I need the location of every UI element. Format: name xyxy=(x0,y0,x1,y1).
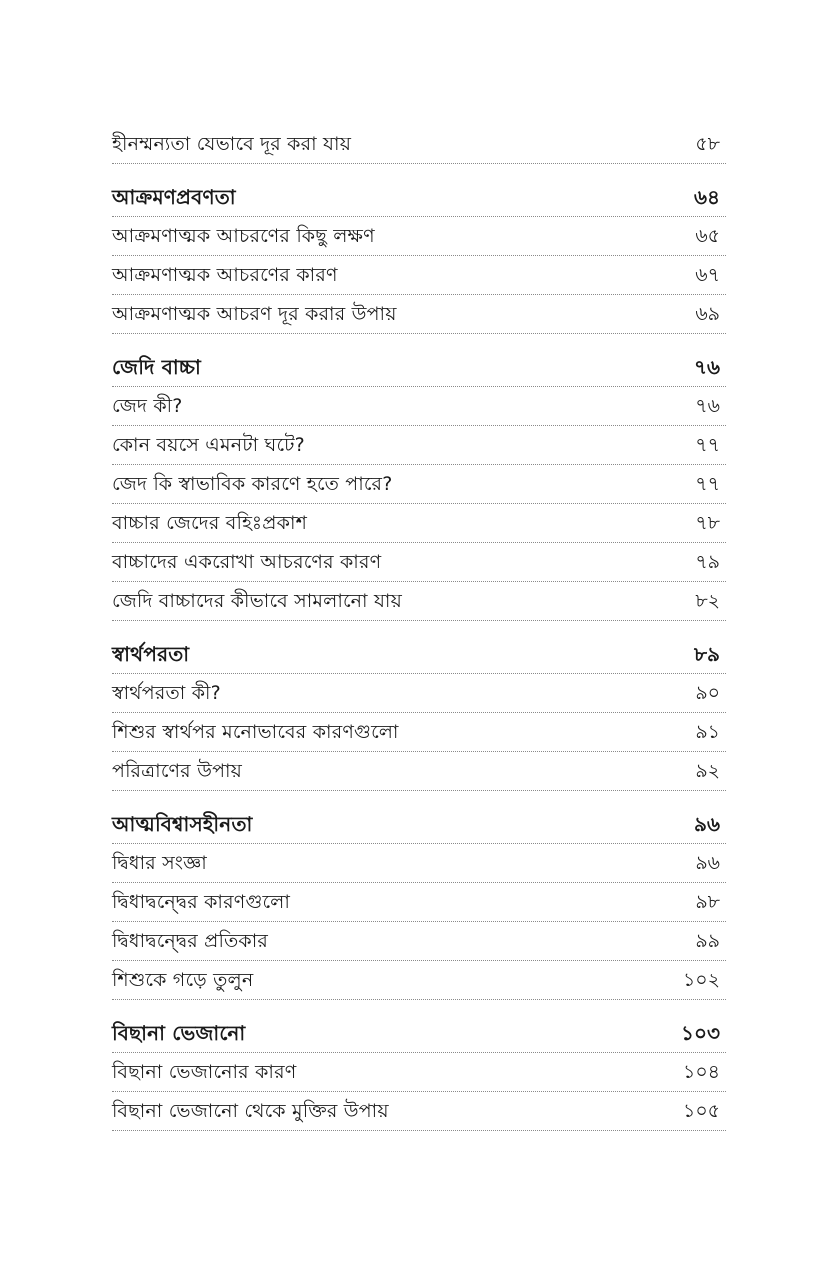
toc-entry[interactable] xyxy=(112,544,726,582)
toc-entry[interactable] xyxy=(112,388,726,426)
toc-entry-page: ৬৫ xyxy=(695,225,720,247)
toc-entry-title: দ্বিধাদ্বন্দ্বের কারণগুলো xyxy=(112,891,291,913)
toc-entry[interactable] xyxy=(112,126,726,164)
toc-entry-page: ৯২ xyxy=(695,760,720,782)
toc-entry-title: শিশুর স্বার্থপর মনোভাবের কারণগুলো xyxy=(112,721,399,743)
chapter-page: ৭৬ xyxy=(693,355,720,379)
toc-entry-title: জেদি বাচ্চাদের কীভাবে সামলানো যায় xyxy=(112,590,403,612)
toc-entry-page: ১০৫ xyxy=(682,1100,720,1122)
toc-entry[interactable] xyxy=(112,923,726,961)
toc-entry-page: ১০৪ xyxy=(682,1061,720,1083)
toc-entry-title: বাচ্চাদের একরোখা আচরণের কারণ xyxy=(112,551,382,573)
toc-entry[interactable] xyxy=(112,257,726,295)
toc-entry-title: দ্বিধাদ্বন্দ্বের প্রতিকার xyxy=(112,930,269,952)
toc-entry[interactable] xyxy=(112,1093,726,1131)
toc-entry-title: আক্রমণাত্মক আচরণের কিছু লক্ষণ xyxy=(112,225,375,247)
chapter-page: ৮৯ xyxy=(694,642,720,666)
toc-entry-title: দ্বিধার সংজ্ঞা xyxy=(112,852,207,874)
toc-entry-title: জেদ কী? xyxy=(112,395,183,417)
toc-entry[interactable] xyxy=(112,884,726,922)
toc-entry-page: ৯১ xyxy=(695,721,720,743)
toc-entry-page: ৭৯ xyxy=(695,551,720,573)
chapter-page: ১০৩ xyxy=(681,1021,720,1045)
toc-entry-page: ৯৬ xyxy=(695,852,720,874)
chapter-title: বিছানা ভেজানো xyxy=(112,1021,246,1045)
toc-entry-title: জেদ কি স্বাভাবিক কারণে হতে পারে? xyxy=(112,473,393,495)
toc-section-inferiority xyxy=(112,126,726,164)
toc-section-stubborn-child xyxy=(112,349,726,621)
chapter-title: আত্মবিশ্বাসহীনতা xyxy=(112,812,253,836)
toc-entry-title: বাচ্চার জেদের বহিঃপ্রকাশ xyxy=(112,512,308,534)
table-of-contents xyxy=(112,126,726,1146)
toc-entry[interactable] xyxy=(112,296,726,334)
chapter-page: ৯৬ xyxy=(694,812,720,836)
toc-entry-title: আক্রমণাত্মক আচরণ দূর করার উপায় xyxy=(112,303,397,325)
toc-entry-page: ৭৭ xyxy=(695,434,720,456)
toc-entry-title: আক্রমণাত্মক আচরণের কারণ xyxy=(112,264,338,286)
toc-entry[interactable] xyxy=(112,583,726,621)
toc-section-bedwetting xyxy=(112,1015,726,1131)
toc-chapter-heading[interactable] xyxy=(112,636,726,674)
toc-entry-page: ৬৭ xyxy=(695,264,720,286)
chapter-page: ৬৪ xyxy=(694,185,720,209)
toc-entry[interactable] xyxy=(112,1054,726,1092)
chapter-title: স্বার্থপরতা xyxy=(112,642,190,666)
toc-entry[interactable] xyxy=(112,753,726,791)
toc-section-aggression xyxy=(112,179,726,334)
toc-entry-page: ৭৮ xyxy=(695,512,720,534)
toc-entry[interactable] xyxy=(112,427,726,465)
toc-entry-title: শিশুকে গড়ে তুলুন xyxy=(112,969,254,991)
toc-entry-page: ৭৬ xyxy=(695,395,720,417)
toc-entry-page: ৯৯ xyxy=(695,930,720,952)
toc-entry[interactable] xyxy=(112,845,726,883)
toc-entry-page: ৭৭ xyxy=(695,473,720,495)
toc-entry-page: ৯৮ xyxy=(695,891,720,913)
toc-entry-page: ৮২ xyxy=(695,590,720,612)
toc-entry-page: ১০২ xyxy=(682,969,720,991)
toc-entry-title: হীনম্মন্যতা যেভাবে দূর করা যায় xyxy=(112,133,352,155)
chapter-title: জেদি বাচ্চা xyxy=(112,355,201,379)
toc-entry-page: ৬৯ xyxy=(695,303,720,325)
toc-entry-title: বিছানা ভেজানো থেকে মুক্তির উপায় xyxy=(112,1100,389,1122)
chapter-title: আক্রমণপ্রবণতা xyxy=(112,185,236,209)
toc-chapter-heading[interactable] xyxy=(112,1015,726,1053)
toc-entry-title: পরিত্রাণের উপায় xyxy=(112,760,243,782)
toc-entry-title: স্বার্থপরতা কী? xyxy=(112,682,221,704)
toc-entry-page: ৯০ xyxy=(695,682,720,704)
toc-chapter-heading[interactable] xyxy=(112,349,726,387)
toc-entry-page: ৫৮ xyxy=(695,133,720,155)
toc-entry-title: বিছানা ভেজানোর কারণ xyxy=(112,1061,297,1083)
toc-chapter-heading[interactable] xyxy=(112,806,726,844)
toc-entry[interactable] xyxy=(112,466,726,504)
toc-entry[interactable] xyxy=(112,962,726,1000)
toc-entry[interactable] xyxy=(112,505,726,543)
toc-section-self-confidence xyxy=(112,806,726,1000)
toc-entry[interactable] xyxy=(112,218,726,256)
toc-entry[interactable] xyxy=(112,675,726,713)
toc-chapter-heading[interactable] xyxy=(112,179,726,217)
toc-section-selfishness xyxy=(112,636,726,791)
toc-entry[interactable] xyxy=(112,714,726,752)
toc-entry-title: কোন বয়সে এমনটা ঘটে? xyxy=(112,434,305,456)
